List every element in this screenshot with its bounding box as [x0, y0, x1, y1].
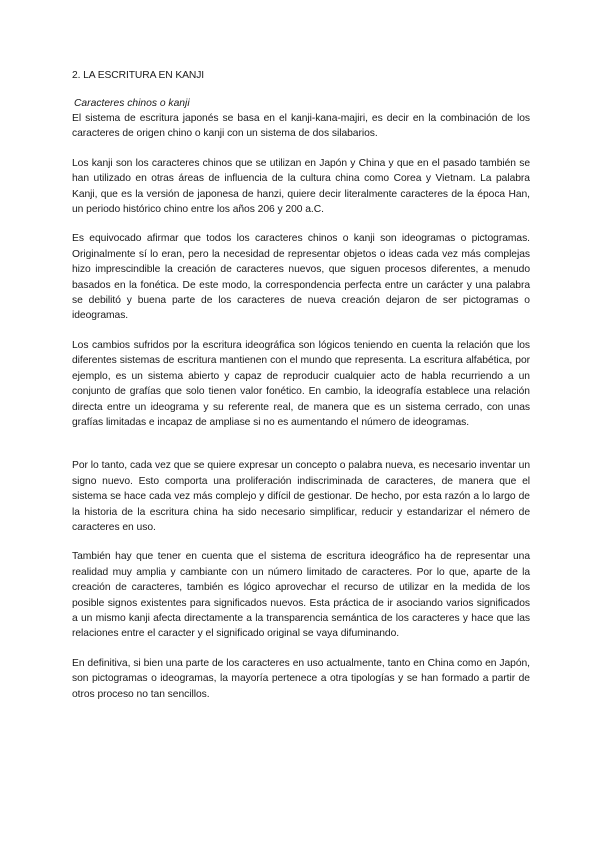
paragraph-4: Los cambios sufridos por la escritura ideográfica son lógicos teniendo en cuenta la relación que los diferentes sistemas de escritura mantienen con el mundo que representa. La escritura alfabética, por ejemplo, es un sistema abierto y capaz de reproducir cualquier acto de habla recurriendo a un conjunto de grafías que solo tienen valor fonético. En cambio, la ideografía establece una relación directa entre un ideograma y su referente real, de manera que es un sistema cerrado, con unas grafías limitadas e incapaz de ampliase si no es aumentando el número de ideogramas. — [72, 339, 530, 428]
section-title: 2. LA ESCRITURA EN KANJI — [72, 70, 205, 81]
subsection-title: Caracteres chinos o kanji — [74, 98, 190, 109]
paragraph-3: Es equivocado afirmar que todos los caracteres chinos o kanji son ideogramas o pictogramas. Originalmente sí lo eran, pero la necesidad de representar objetos o ideas cada vez más complejas hizo imprescindible la creación de caracteres nuevos, que siguen procesos diferentes, a menudo basados en la fonética. De este modo, la correspondencia perfecta entre un carácter y una palabra se debilitó y buena parte de los caracteres de nueva creación dejaron de ser pictogramas o ideogramas. — [72, 233, 530, 322]
document-page — [72, 68, 530, 716]
paragraph-1: El sistema de escritura japonés se basa en el kanji-kana-majiri, es decir en la combinación de los caracteres de origen chino o kanji con un sistema de dos silabarios. — [72, 113, 530, 140]
paragraph-7: En definitiva, si bien una parte de los caracteres en uso actualmente, tanto en China como en Japón, son pictogramas o ideogramas, la mayoría pertenece a otra tipologías y se han formado a partir de otros proceso no tan sencillos. — [72, 657, 530, 700]
paragraph-5: Por lo tanto, cada vez que se quiere expresar un concepto o palabra nueva, es necesario inventar un signo nuevo. Esto comporta una proliferación indiscriminada de caracteres, de manera que el sistema se hace cada vez más complejo y difícil de gestionar. De hecho, por esta razón a lo largo de la historia de la escritura china ha sido necesario simplificar, reducir y estandarizar el némero de caracteres en uso. — [72, 460, 530, 533]
paragraph-2: Los kanji son los caracteres chinos que se utilizan en Japón y China y que en el pasado también se han utilizado en otras áreas de influencia de la cultura china como Corea y Vietnam. La palabra Kanji, que es la versión de japonesa de hanzi, quiere decir literalmente caracteres de la época Han, un periodo histórico chino entre los años 206 y 200 a.C. — [72, 157, 530, 216]
paragraph-6: También hay que tener en cuenta que el sistema de escritura ideográfico ha de representar una realidad muy amplia y cambiante con un número limitado de caracteres. Por lo que, aparte de la creación de caracteres, también es lógico aprovechar el recurso de utilizar en la medida de los posible signos existentes para significados nuevos. Esta práctica de ir asociando varios significados a un mismo kanji afecta directamente a la transparencia semántica de los caracteres y hace que las relaciones entre el caracter y el significado original se vaya difuminando. — [72, 551, 530, 640]
